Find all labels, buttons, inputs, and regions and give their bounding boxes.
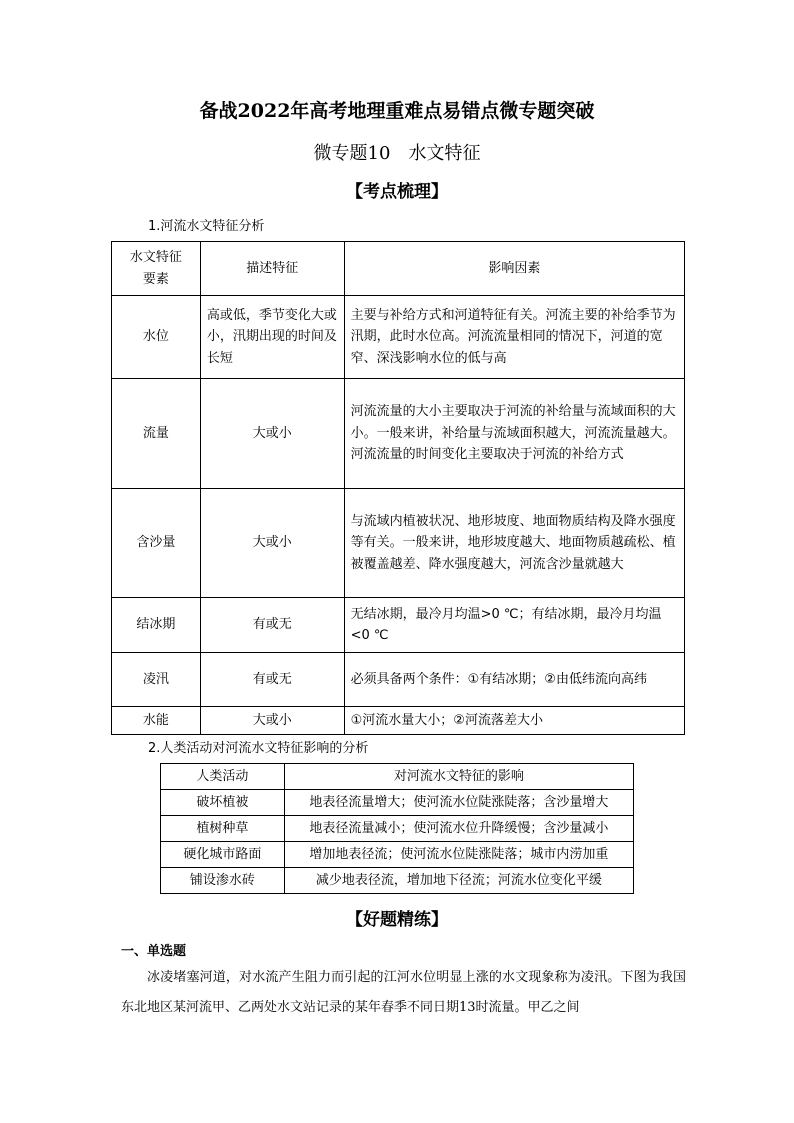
- table-cell: 凌汛: [112, 653, 201, 707]
- table-header-cell: 人类活动: [161, 764, 285, 790]
- page-title: 备战2022年高考地理重难点易错点微专题突破: [199, 100, 595, 122]
- table-row: [112, 598, 685, 653]
- table-row: [161, 868, 634, 894]
- table-row: [112, 707, 685, 735]
- table2-caption: 2.人类活动对河流水文特征影响的分析: [148, 741, 369, 756]
- table-cell: 无结冰期，最冷月均温>0 ℃；有结冰期，最冷月均温<0 ℃: [344, 598, 684, 653]
- table-cell: 含沙量: [112, 489, 201, 598]
- table-header-cell: 描述特征: [200, 242, 344, 296]
- table-header-row: [112, 242, 685, 296]
- table-cell: 大或小: [200, 707, 344, 735]
- table-cell: 与流域内植被状况、地形坡度、地面物质结构及降水强度等有关。一般来讲，地形坡度越大、地面物质越疏松、植被覆盖越差、降水强度越大，河流含沙量就越大: [344, 489, 684, 598]
- table-row: [112, 379, 685, 489]
- table-cell: 地表径流量减小；使河流水位升降缓慢；含沙量减小: [284, 816, 633, 842]
- table-cell: 大或小: [200, 379, 344, 489]
- table-cell: 有或无: [200, 653, 344, 707]
- table-cell: 增加地表径流；使河流水位陡涨陡落；城市内涝加重: [284, 842, 633, 868]
- table-cell: 减少地表径流，增加地下径流；河流水位变化平缓: [284, 868, 633, 894]
- table-cell: 破坏植被: [161, 790, 285, 816]
- table-header-cell: 水文特征要素: [112, 242, 201, 296]
- table-header-cell: 对河流水文特征的影响: [284, 764, 633, 790]
- table-row: [161, 790, 634, 816]
- table-row: [112, 489, 685, 598]
- question-paragraph: 冰凌堵塞河道，对水流产生阻力而引起的江河水位明显上涨的水文现象称为凌汛。下图为我国东北地区某河流甲、乙两处水文站记录的某年春季不同日期13时流量。甲乙之间: [121, 970, 686, 1015]
- section-heading-practice: 【好题精练】: [346, 910, 448, 930]
- table-row: [161, 816, 634, 842]
- table-cell: 高或低，季节变化大或小，汛期出现的时间及长短: [200, 296, 344, 379]
- table-cell: 植树种草: [161, 816, 285, 842]
- table-cell: 必须具备两个条件：①有结冰期；②由低纬流向高纬: [344, 653, 684, 707]
- table-cell: 地表径流量增大；使河流水位陡涨陡落；含沙量增大: [284, 790, 633, 816]
- table-cell: 大或小: [200, 489, 344, 598]
- table-cell: 流量: [112, 379, 201, 489]
- sub-title: 微专题10 水文特征: [313, 143, 481, 164]
- table-row: [161, 842, 634, 868]
- table-cell: 水能: [112, 707, 201, 735]
- table-row: [112, 653, 685, 707]
- table-cell: 有或无: [200, 598, 344, 653]
- hydrology-features-table: [111, 241, 685, 735]
- table-cell: 硬化城市路面: [161, 842, 285, 868]
- question-type-heading: 一、单选题: [121, 944, 187, 959]
- table-cell: 结冰期: [112, 598, 201, 653]
- table-row: [112, 296, 685, 379]
- table-cell: 主要与补给方式和河道特征有关。河流主要的补给季节为汛期，此时水位高。河流流量相同的情况下，河道的宽窄、深浅影响水位的低与高: [344, 296, 684, 379]
- table-header-row: [161, 764, 634, 790]
- human-activity-table: [160, 763, 634, 894]
- table-cell: 水位: [112, 296, 201, 379]
- table-cell: ①河流水量大小；②河流落差大小: [344, 707, 684, 735]
- section-heading-key-points: 【考点梳理】: [346, 182, 448, 202]
- table1-caption: 1.河流水文特征分析: [148, 219, 265, 234]
- table-cell: 铺设渗水砖: [161, 868, 285, 894]
- table-header-cell: 影响因素: [344, 242, 684, 296]
- table-cell: 河流流量的大小主要取决于河流的补给量与流域面积的大小。一般来讲，补给量与流域面积越大，河流流量越大。河流流量的时间变化主要取决于河流的补给方式: [344, 379, 684, 489]
